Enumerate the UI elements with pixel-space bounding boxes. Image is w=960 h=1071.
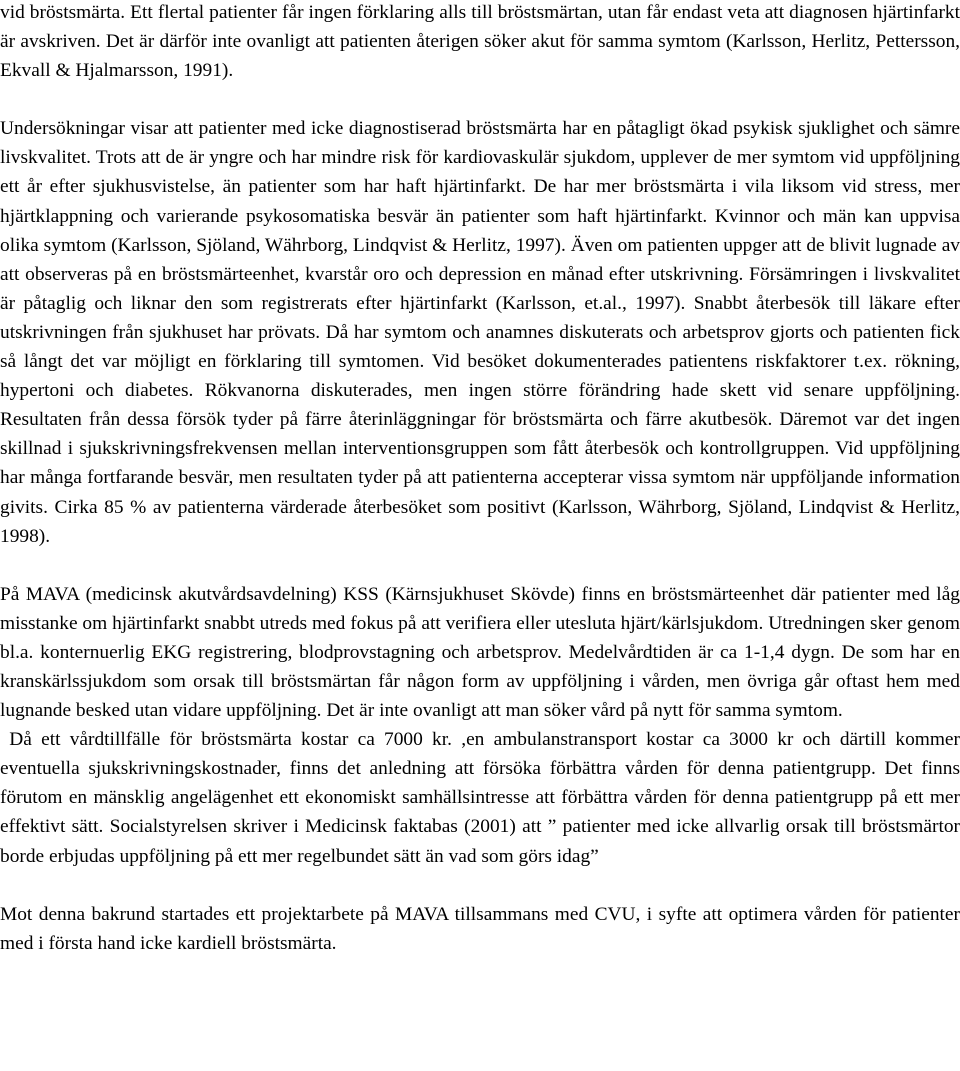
paragraph-mava: På MAVA (medicinsk akutvårdsavdelning) KSS (Kärnsjukhuset Skövde) finns en bröstsmärteenhet där patienter med låg misstanke om hjärtinfarkt snabbt utreds med fokus på att verifiera eller utesluta hjärt/kärlsjukdom. Utredningen sker genom bl.a. konternuerlig EKG registrering, blodprovstagning och arbetsprov. Medelvårdtiden är ca 1-1,4 dygn. De som har en kranskärlssjukdom som orsak till bröstsmärtan får någon form av uppföljning i vården, men övriga går oftast hem med lugnande besked utan vidare uppföljning. Det är inte ovanligt att man söker vård på nytt för samma symtom. <box>0 583 960 722</box>
paragraph-project: Mot denna bakrund startades ett projektarbete på MAVA tillsammans med CVU, i syfte att optimera vården för patienter med i första hand icke kardiell bröstsmärta. <box>0 903 960 954</box>
paragraph-studies: Undersökningar visar att patienter med icke diagnostiserad bröstsmärta har en påtagligt ökad psykisk sjuklighet och sämre livskvalitet. Trots att de är yngre och har mindre risk för kardiovaskulär sjukdom, upplever de mer symtom vid uppföljning ett år efter sjukhusvistelse, än patienter som har haft hjärtinfarkt. De har mer bröstsmärta i vila liksom vid stress, mer hjärtklappning och varierande psykosomatiska besvär än patienter som haft hjärtinfarkt. Kvinnor och män kan uppvisa olika symtom (Karlsson, Sjöland, Währborg, Lindqvist & Herlitz, 1997). Även om patienten uppger att de blivit lugnade av att observeras på en bröstsmärteenhet, kvarstår oro och depression en månad efter utskrivning. Försämringen i livskvalitet är påtaglig och liknar den som registrerats efter hjärtinfarkt (Karlsson, et.al., 1997). Snabbt återbesök till läkare efter utskrivningen från sjukhuset har prövats. Då har symtom och anamnes diskuterats och arbetsprov gjorts och patienten fick så långt det var möjligt en förklaring till symtomen. Vid besöket dokumenterades patientens riskfaktorer t.ex. rökning, hypertoni och diabetes. Rökvanorna diskuterades, men ingen större förändring hade skett vid senare uppföljning. Resultaten från dessa försök tyder på färre återinläggningar för bröstsmärta och färre akutbesök. Däremot var det ingen skillnad i sjukskrivningsfrekvensen mellan interventionsgruppen som fått återbesök och kontrollgruppen. Vid uppföljning har många fortfarande besvär, men resultaten tyder på att patienterna accepterar vissa symtom när uppföljande information givits. Cirka 85 % av patienterna värderade återbesöket som positivt (Karlsson, Währborg, Sjöland, Lindqvist & Herlitz, 1998). <box>0 118 960 547</box>
paragraph-intro-continued: vid bröstsmärta. Ett flertal patienter får ingen förklaring alls till bröstsmärtan, utan får endast veta att diagnosen hjärtinfarkt är avskriven. Det är därför inte ovanligt att patienten återigen söker akut för samma symtom (Karlsson, Herlitz, Pettersson, Ekvall & Hjalmarsson, 1991). <box>0 2 960 82</box>
paragraph-costs: Då ett vårdtillfälle för bröstsmärta kostar ca 7000 kr. ,en ambulanstransport kostar ca 3000 kr och därtill kommer eventuella sjukskrivningskostnader, finns det anledning att försöka förbättra vården för denna patientgrupp. Det finns förutom en mänsklig angelägenhet ett ekonomiskt samhällsintresse att förbättra vården för denna patientgrupp på ett mer effektivt sätt. Socialstyrelsen skriver i Medicinsk faktabas (2001) att ” patienter med icke allvarlig orsak till bröstsmärtor borde erbjudas uppföljning på ett mer regelbundet sätt än vad som görs idag” <box>0 729 960 867</box>
